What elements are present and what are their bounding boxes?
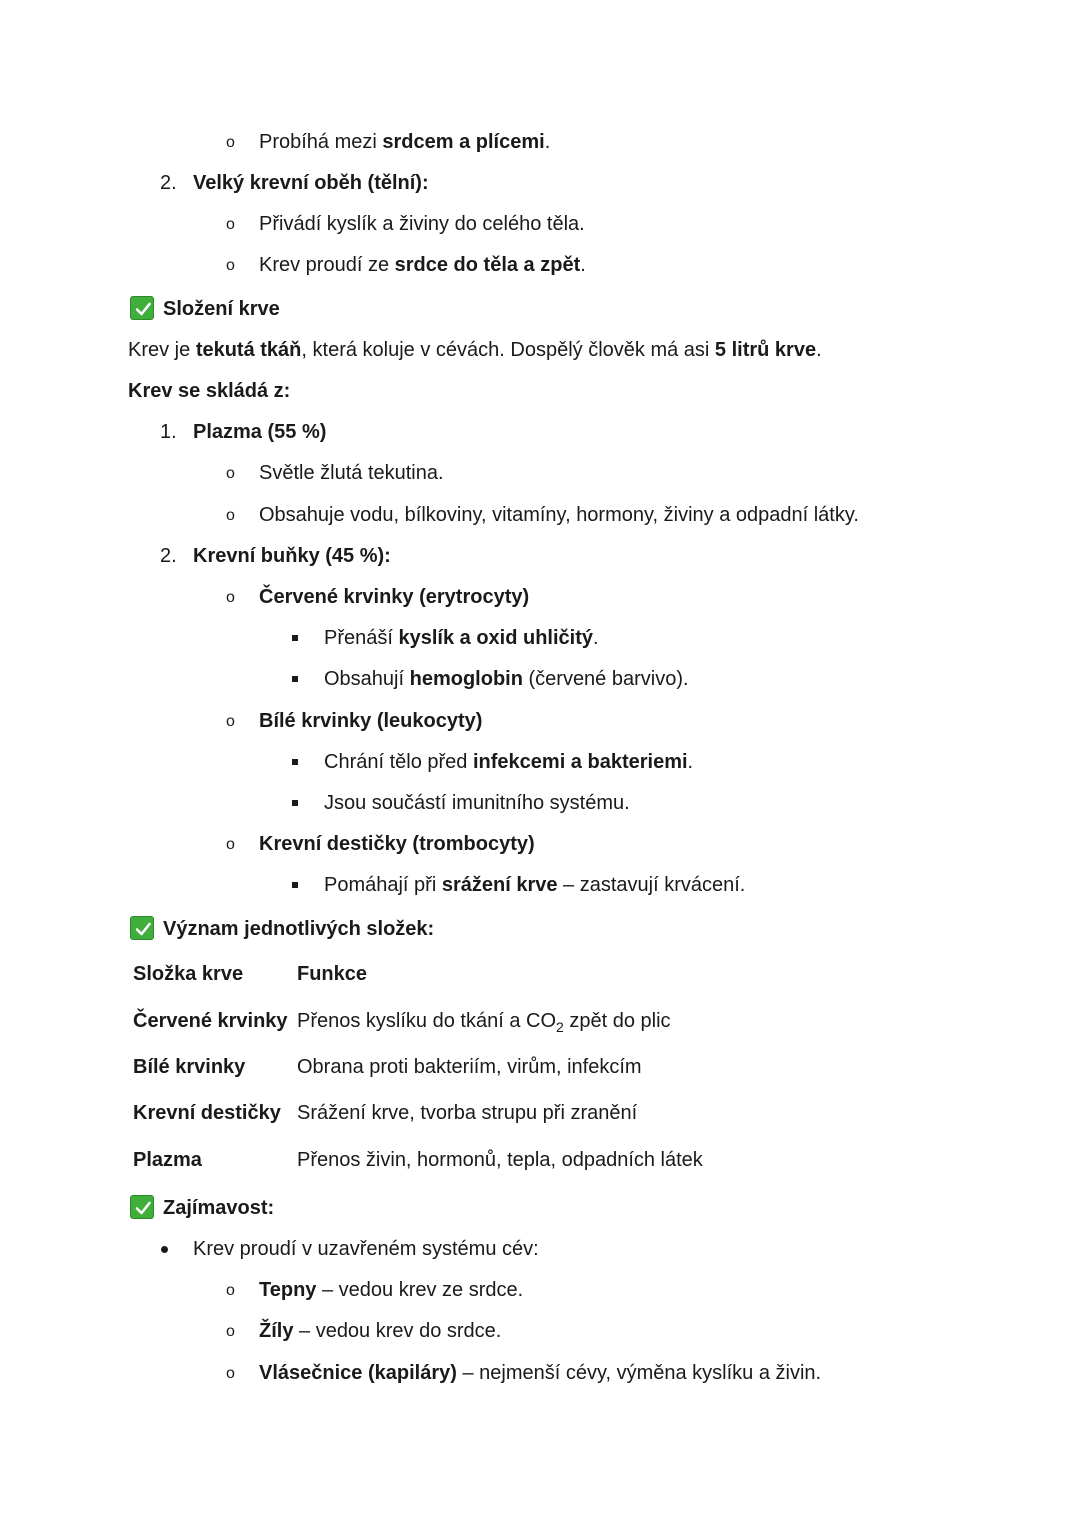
table-row-function: Přenos kyslíku do tkání a $CO_2$ zpět do plic xyxy=(297,1010,671,1035)
square-bullet xyxy=(292,635,298,641)
text-line xyxy=(259,585,529,609)
circle-bullet: o xyxy=(226,1282,235,1299)
text-run: – zastavují krvácení. xyxy=(557,874,746,896)
bold-text: Zajímavost: xyxy=(163,1197,275,1219)
circle-bullet: o xyxy=(226,134,235,151)
bold-text: infekcemi a bakteriemi xyxy=(472,751,688,773)
bold-text: srážení krve xyxy=(441,874,558,896)
bold-text: Složení krve xyxy=(163,298,280,320)
text-line xyxy=(259,1278,523,1302)
circle-bullet: o xyxy=(226,465,235,482)
bold-text: tekutá tkáň xyxy=(195,339,302,361)
text-line xyxy=(259,1319,501,1343)
section-heading xyxy=(163,1196,274,1220)
text-line xyxy=(259,709,482,733)
bold-text: Krev se skládá z: xyxy=(128,380,291,402)
text-line xyxy=(259,832,535,856)
text-run: Přenáší xyxy=(324,627,399,649)
text-line xyxy=(324,667,689,691)
text-line xyxy=(324,750,693,774)
bold-text: 5 litrů krve xyxy=(714,339,817,361)
text-run: Přivádí kyslík a živiny do celého těla. xyxy=(259,213,585,235)
circle-bullet: o xyxy=(226,257,235,274)
table-row-name: Bílé krvinky xyxy=(133,1056,246,1078)
square-bullet xyxy=(292,759,298,765)
section-heading xyxy=(163,917,434,941)
table-header-col2: Funkce xyxy=(297,963,368,985)
text-line xyxy=(259,503,859,527)
table-row-name: Červené krvinky xyxy=(133,1010,288,1032)
bold-text: Význam jednotlivých složek: xyxy=(163,918,435,940)
text-run: – nejmenší cévy, výměna kyslíku a živin. xyxy=(456,1362,822,1384)
text-line xyxy=(259,461,444,485)
text-line xyxy=(193,420,326,444)
text-run: Jsou součástí imunitního systému. xyxy=(324,792,630,814)
bold-text: hemoglobin xyxy=(409,668,523,690)
text-run: (červené barvivo). xyxy=(522,668,689,690)
text-line xyxy=(193,1237,539,1261)
text-run: Pomáhají při xyxy=(324,874,442,896)
text-run: . xyxy=(580,254,586,276)
text-line xyxy=(259,212,585,236)
text-line xyxy=(128,379,290,403)
bold-text: Krevní destičky (trombocyty) xyxy=(259,833,535,855)
table-row-function: Přenos živin, hormonů, tepla, odpadních látek xyxy=(297,1149,703,1171)
text-line xyxy=(259,1361,821,1385)
bold-text: Červené krvinky (erytrocyty) xyxy=(259,586,530,608)
table-header-col1: Složka krve xyxy=(133,963,244,985)
bold-text: Bílé krvinky (leukocyty) xyxy=(259,710,483,732)
text-line xyxy=(193,544,391,568)
text-run: Krev proudí v uzavřeném systému cév: xyxy=(193,1238,539,1260)
table-row-name: Plazma xyxy=(133,1149,202,1171)
table-row-name: Krevní destičky xyxy=(133,1102,281,1124)
text-run: – vedou krev do srdce. xyxy=(293,1320,502,1342)
table-row-function: Srážení krve, tvorba strupu při zranění xyxy=(297,1102,638,1124)
bold-text: Plazma (55 %) xyxy=(193,421,327,443)
bold-text: kyslík a oxid uhličitý xyxy=(398,627,594,649)
circle-bullet: o xyxy=(226,1323,235,1340)
list-number: 1. xyxy=(160,421,177,443)
table-row-function: Obrana proti bakteriím, virům, infekcím xyxy=(297,1056,642,1078)
text-run: . xyxy=(816,339,822,361)
text-line xyxy=(128,338,822,362)
text-line xyxy=(324,791,630,815)
bold-text: Tepny xyxy=(259,1279,317,1301)
check-box-icon xyxy=(130,296,154,320)
text-run: Obsahují xyxy=(324,668,410,690)
bold-text: Žíly xyxy=(259,1320,294,1342)
text-line xyxy=(259,130,550,154)
text-line xyxy=(193,171,429,195)
square-bullet xyxy=(292,800,298,806)
text-run: . xyxy=(687,751,694,773)
circle-bullet: o xyxy=(226,1365,235,1382)
text-run: – vedou krev ze srdce. xyxy=(316,1279,524,1301)
square-bullet xyxy=(292,882,298,888)
text-run: Světle žlutá tekutina. xyxy=(259,462,444,484)
circle-bullet: o xyxy=(226,507,235,524)
bold-text: Velký krevní oběh (tělní): xyxy=(193,172,429,194)
text-run: , která koluje v cévách. Dospělý člověk má asi xyxy=(301,339,715,361)
check-box-icon xyxy=(130,916,154,940)
text-run: Chrání tělo před xyxy=(324,751,473,773)
text-run: . xyxy=(593,627,599,649)
text-run: Probíhá mezi xyxy=(259,131,383,153)
circle-bullet: o xyxy=(226,836,235,853)
text-run: Krev je xyxy=(128,339,196,361)
text-run: Obsahuje vodu, bílkoviny, vitamíny, hormony, živiny a odpadní látky. xyxy=(259,504,859,526)
text-line xyxy=(259,253,586,277)
circle-bullet: o xyxy=(226,589,235,606)
text-line xyxy=(324,626,599,650)
text-run: . xyxy=(544,131,551,153)
square-bullet xyxy=(292,676,298,682)
text-run: Krev proudí ze xyxy=(259,254,395,276)
bold-text: srdce do těla a zpět xyxy=(394,254,581,276)
list-number: 2. xyxy=(160,545,177,567)
text-line xyxy=(324,873,745,897)
disc-bullet xyxy=(161,1246,168,1253)
circle-bullet: o xyxy=(226,216,235,233)
bold-text: Vlásečnice (kapiláry) xyxy=(259,1362,457,1384)
check-box-icon xyxy=(130,1195,154,1219)
bold-text: Krevní buňky (45 %): xyxy=(193,545,391,567)
list-number: 2. xyxy=(160,172,177,194)
section-heading xyxy=(163,297,280,321)
circle-bullet: o xyxy=(226,713,235,730)
bold-text: srdcem a plícemi xyxy=(382,131,545,153)
